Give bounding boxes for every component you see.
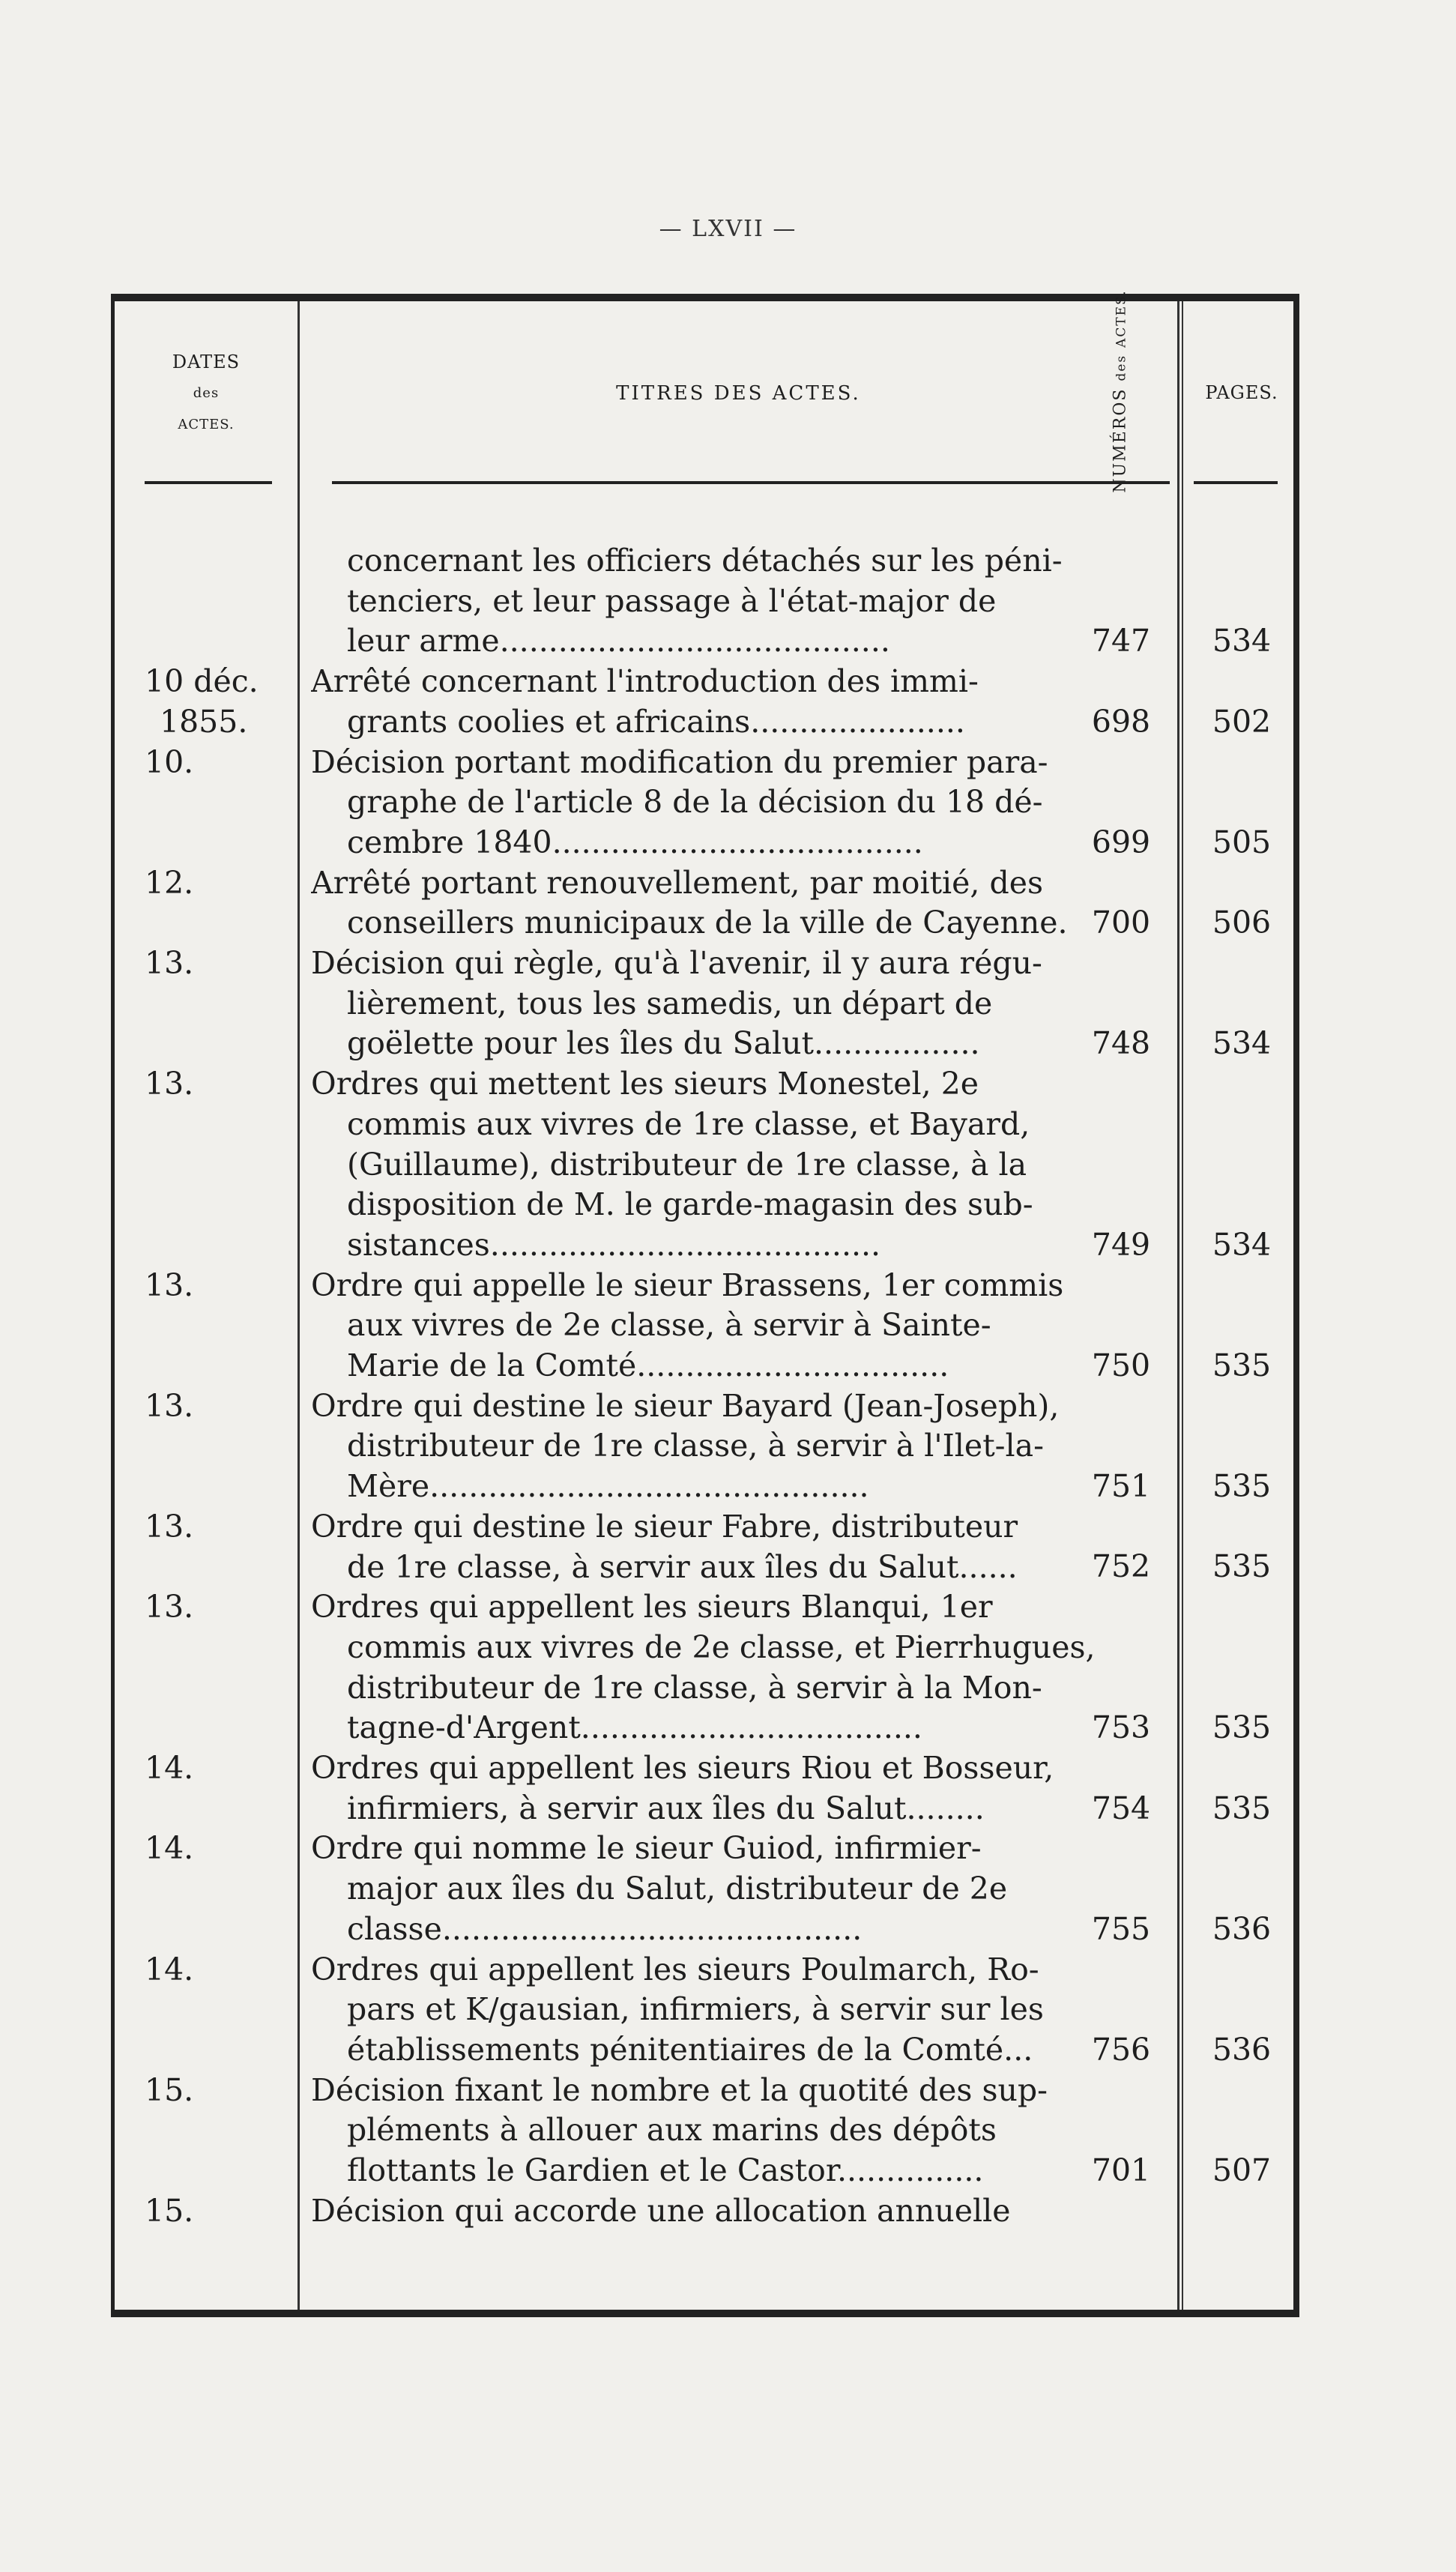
- act-title-line: Ordre qui destine le sieur Bayard (Jean-Joseph),: [311, 1387, 1060, 1424]
- act-number: 699: [1091, 824, 1151, 860]
- header-rule: [145, 481, 272, 484]
- act-title: [311, 1266, 1165, 1386]
- act-date: 13.: [145, 1589, 194, 1625]
- act-page: 535: [1212, 1709, 1272, 1746]
- act-title: [311, 1386, 1165, 1507]
- act-number: 749: [1091, 1226, 1151, 1263]
- act-title: [311, 2071, 1165, 2191]
- act-title-line: conseillers municipaux de la ville de Cayenne.: [347, 905, 1068, 941]
- header-pages: PAGES.: [1205, 382, 1278, 403]
- act-number: 756: [1091, 2031, 1151, 2068]
- act-number: 701: [1091, 2152, 1151, 2188]
- header-dates: DATES des ACTES.: [172, 351, 241, 432]
- act-page: 505: [1212, 824, 1272, 860]
- act-title-line: Ordres qui appellent les sieurs Blanqui, 1er: [311, 1589, 993, 1625]
- act-number: 748: [1091, 1025, 1151, 1062]
- act-title-line: aux vivres de 2e classe, à servir à Sainte-: [347, 1307, 991, 1344]
- table-row: [115, 1829, 1293, 1949]
- act-title-line: distributeur de 1re classe, à servir à la Mon-: [347, 1669, 1042, 1706]
- act-title: [311, 1950, 1165, 2071]
- act-title-line: (Guillaume), distributeur de 1re classe, à la: [347, 1146, 1027, 1183]
- act-title: [311, 944, 1165, 1064]
- act-title-line: lièrement, tous les samedis, un départ de: [347, 985, 993, 1021]
- act-page: 534: [1212, 1025, 1272, 1062]
- act-title: [311, 2191, 1165, 2232]
- act-title-line: Arrêté portant renouvellement, par moitié, des: [311, 864, 1044, 901]
- act-title-line: classe...........................................: [347, 1910, 863, 1947]
- act-page: 502: [1212, 703, 1272, 740]
- act-title-line: Ordres qui mettent les sieurs Monestel, 2e: [311, 1066, 979, 1102]
- act-page: 506: [1212, 905, 1272, 941]
- act-title: [311, 1064, 1165, 1266]
- act-title-line: Ordre qui destine le sieur Fabre, distributeur: [311, 1508, 1018, 1545]
- act-title-line: sistances........................................: [347, 1226, 881, 1263]
- act-title-line: commis aux vivres de 1re classe, et Bayard,: [347, 1105, 1030, 1142]
- act-page: 535: [1212, 1790, 1272, 1826]
- act-title-line: graphe de l'article 8 de la décision du 18 dé-: [347, 784, 1043, 821]
- act-title-line: leur arme........................................: [347, 623, 890, 659]
- act-title-line: Décision qui règle, qu'à l'avenir, il y aura régu-: [311, 945, 1042, 981]
- act-date: 13.: [145, 1387, 194, 1424]
- act-title-line: pléments à allouer aux marins des dépôts: [347, 2112, 997, 2149]
- act-title-line: disposition de M. le garde-magasin des sub-: [347, 1186, 1033, 1223]
- act-page: 535: [1212, 1347, 1272, 1383]
- act-date: 15.: [145, 2071, 194, 2108]
- act-number: 753: [1091, 1709, 1151, 1746]
- act-date: 14.: [145, 1830, 194, 1867]
- act-page: 507: [1212, 2152, 1272, 2188]
- act-number: 700: [1091, 905, 1151, 941]
- act-title: [311, 1748, 1165, 1829]
- table-row: [115, 743, 1293, 863]
- act-page: 536: [1212, 1910, 1272, 1947]
- act-title-line: concernant les officiers détachés sur les péni-: [347, 543, 1063, 579]
- act-title-line: Ordre qui appelle le sieur Brassens, 1er commis: [311, 1267, 1064, 1303]
- act-date: 13.: [145, 1066, 194, 1102]
- act-title-line: de 1re classe, à servir aux îles du Salut......: [347, 1548, 1018, 1585]
- header-rule: [1086, 481, 1170, 484]
- act-date: 13.: [145, 945, 194, 981]
- table-row: [115, 541, 1293, 662]
- header-numeros: NUMÉROS des ACTES.: [1111, 289, 1130, 493]
- act-title-line: Décision qui accorde une allocation annuelle: [311, 2192, 1011, 2229]
- act-title-line: Ordres qui appellent les sieurs Poulmarch, Ro-: [311, 1951, 1039, 1987]
- acts-table: [111, 289, 1299, 2317]
- table-row: [115, 1748, 1293, 1829]
- act-number: 751: [1091, 1468, 1151, 1505]
- act-title-line: établissements pénitentiaires de la Comté...: [347, 2031, 1033, 2068]
- act-page: 535: [1212, 1548, 1272, 1585]
- table-row: [115, 1386, 1293, 1507]
- table-row: [115, 1064, 1293, 1266]
- act-title: [311, 1587, 1165, 1748]
- act-title-line: infirmiers, à servir aux îles du Salut........: [347, 1790, 985, 1826]
- act-date: 12.: [145, 864, 194, 901]
- table-row: [115, 1587, 1293, 1748]
- act-date: 15.: [145, 2192, 194, 2229]
- act-page: 534: [1212, 1226, 1272, 1263]
- act-title-line: Ordre qui nomme le sieur Guiod, infirmier-: [311, 1830, 982, 1867]
- act-title-line: tenciers, et leur passage à l'état-major de: [347, 582, 997, 619]
- act-title-line: tagne-d'Argent...................................: [347, 1709, 922, 1746]
- act-title-line: Marie de la Comté................................: [347, 1347, 949, 1383]
- act-title-line: Décision fixant le nombre et la quotité des sup-: [311, 2071, 1048, 2108]
- act-title-line: Arrêté concernant l'introduction des immi-: [311, 663, 979, 700]
- act-number: 698: [1091, 703, 1151, 740]
- act-page: 535: [1212, 1468, 1272, 1505]
- table-row: [115, 944, 1293, 1064]
- act-number: 752: [1091, 1548, 1151, 1585]
- act-title-line: Ordres qui appellent les sieurs Riou et Bosseur,: [311, 1750, 1054, 1786]
- act-title-line: flottants le Gardien et le Castor...............: [347, 2152, 984, 2188]
- page-number: — LXVII —: [659, 216, 797, 242]
- table-row: [115, 1507, 1293, 1587]
- act-title-line: goëlette pour les îles du Salut.................: [347, 1025, 980, 1062]
- act-title-line: Mère.............................................: [347, 1468, 869, 1505]
- act-title: [311, 863, 1165, 944]
- table-row: [115, 1950, 1293, 2071]
- act-date: 13.: [145, 1267, 194, 1303]
- table-row: [115, 2071, 1293, 2191]
- act-title: [311, 743, 1165, 863]
- act-title-line: major aux îles du Salut, distributeur de 2e: [347, 1871, 1008, 1907]
- table-row: [115, 662, 1293, 742]
- act-title: [311, 662, 1165, 742]
- act-number: 750: [1091, 1347, 1151, 1383]
- act-date: 10.: [145, 743, 194, 780]
- act-title-line: distributeur de 1re classe, à servir à l'Ilet-la-: [347, 1428, 1044, 1464]
- act-title-line: cembre 1840......................................: [347, 824, 923, 860]
- act-title: [311, 1507, 1165, 1587]
- act-title: [311, 1829, 1165, 1949]
- header-rule: [1194, 481, 1278, 484]
- act-number: 754: [1091, 1790, 1151, 1826]
- act-title-line: grants coolies et africains......................: [347, 703, 965, 740]
- act-date: 14.: [145, 1750, 194, 1786]
- act-title: [311, 541, 1165, 662]
- act-title-line: Décision portant modification du premier para-: [311, 743, 1048, 780]
- act-date: 13.: [145, 1508, 194, 1545]
- act-date: 14.: [145, 1951, 194, 1987]
- table-row: [115, 863, 1293, 944]
- header-titles: TITRES DES ACTES.: [616, 382, 861, 405]
- table-row: [115, 2191, 1293, 2232]
- act-page: 534: [1212, 623, 1272, 659]
- table-row: [115, 1266, 1293, 1386]
- act-page: 536: [1212, 2031, 1272, 2068]
- act-number: 747: [1091, 623, 1151, 659]
- header-rule: [332, 481, 1156, 484]
- act-title-line: commis aux vivres de 2e classe, et Pierrhugues,: [347, 1628, 1096, 1665]
- act-title-line: pars et K/gausian, infirmiers, à servir sur les: [347, 1991, 1044, 2028]
- act-number: 755: [1091, 1910, 1151, 1947]
- act-date: 10 déc. 1855.: [145, 663, 259, 740]
